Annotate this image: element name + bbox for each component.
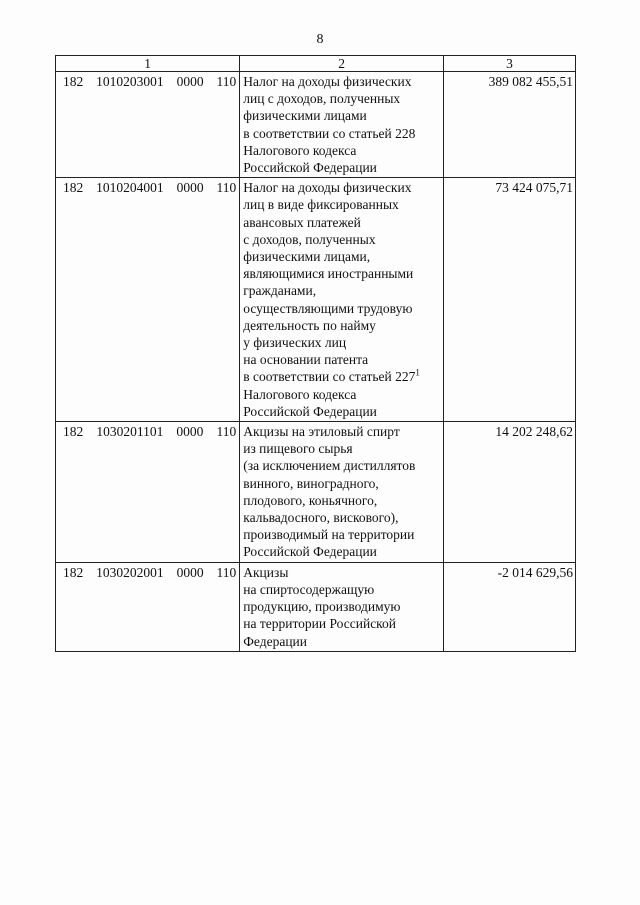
- table-row: [56, 562, 576, 651]
- code-economic: 110: [216, 74, 237, 89]
- table-row: [56, 178, 576, 422]
- footnote-superscript: 1: [415, 367, 420, 378]
- description-cell: Акцизы на этиловый спирт из пищевого сырья (за исключением дистиллятов винного, виноградного, плодового, коньячного, кальвадосного, вискового), производимый на территории Российской Федерации: [240, 422, 444, 563]
- amount-cell: 14 202 248,62: [443, 422, 575, 563]
- description-cell: Налог на доходы физических лиц с доходов, полученных физическими лицами в соответствии со статьей 228 Налогового кодекса Российской Федерации: [240, 72, 444, 178]
- budget-code-cell: [56, 178, 240, 422]
- code-admin: 182: [63, 180, 84, 196]
- column-header-2: 2: [240, 56, 444, 72]
- code-economic: 110: [216, 564, 237, 580]
- code-program: 0000: [176, 564, 204, 580]
- description-text: Налог на доходы физических лиц в виде фиксированных авансовых платежей с доходов, полученных физическими лицами, являющимися иностранными гражданами, осуществляющими трудовую деятельность по найму у физических лиц на основании патента в соответствии со статьей 227: [243, 180, 416, 385]
- table-header-row: [56, 56, 576, 72]
- code-economic: 110: [216, 180, 237, 196]
- budget-code-cell: [56, 422, 240, 563]
- code-program: 0000: [176, 180, 204, 196]
- code-type: 1030201101: [96, 424, 164, 440]
- table-row: [56, 422, 576, 563]
- budget-code-cell: [56, 562, 240, 651]
- revenue-table: [55, 55, 576, 652]
- code-admin: 182: [63, 74, 84, 89]
- page-number: 8: [316, 32, 324, 47]
- code-admin: 182: [63, 424, 84, 440]
- code-type: 1010204001: [96, 180, 164, 196]
- amount-cell: -2 014 629,56: [443, 562, 575, 651]
- code-type: 1030202001: [96, 564, 164, 580]
- description-cell: [240, 178, 444, 422]
- table-row: [56, 72, 576, 178]
- code-economic: 110: [216, 424, 237, 440]
- description-tail-text: Налогового кодекса Российской Федерации: [243, 386, 377, 419]
- description-cell: Акцизы на спиртосодержащую продукцию, производимую на территории Российской Федерации: [240, 562, 444, 651]
- code-program: 0000: [176, 74, 204, 89]
- code-program: 0000: [176, 424, 204, 440]
- code-type: 1010203001: [96, 74, 164, 89]
- column-header-1: 1: [56, 56, 240, 72]
- column-header-3: 3: [443, 56, 575, 72]
- amount-cell: 73 424 075,71: [443, 178, 575, 422]
- amount-cell: 389 082 455,51: [443, 72, 575, 178]
- budget-code-cell: [56, 72, 240, 178]
- code-admin: 182: [63, 564, 84, 580]
